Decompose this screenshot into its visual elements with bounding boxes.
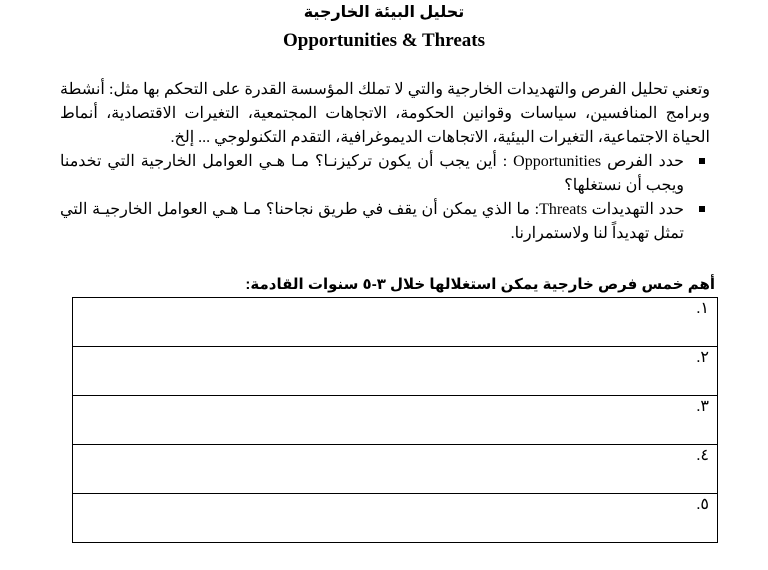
- table-row: [73, 298, 718, 347]
- answer-table: [72, 297, 718, 543]
- answer-cell-2[interactable]: ٢.: [73, 347, 718, 396]
- answer-cell-4[interactable]: ٤.: [73, 445, 718, 494]
- bullet-opportunities: [60, 150, 710, 198]
- bullet-text: حدد الفرص Opportunities : أين يجب أن يكون تركيزنـا؟ مـا هـي العوامل الخارجية التي تخدمنا ويجب أن نستغلها؟: [60, 153, 684, 194]
- intro-paragraph: وتعني تحليل الفرص والتهديدات الخارجية والتي لا تملك المؤسسة القدرة على التحكم بها مثل: أنشطة وبرامج المنافسين، سياسات وقوانين الحكومة، الاتجاهات المجتمعية، التغيرات الاقتصادية، أنماط الحياة الاجتماعية، التغيرات البيئية، الاتجاهات الديموغرافية، التقدم التكنولوجي ... إلخ.: [60, 81, 710, 146]
- title-arabic: تحليل البيئة الخارجية: [303, 4, 465, 21]
- answer-cell-5[interactable]: ٥.: [73, 494, 718, 543]
- square-bullet-icon: [699, 158, 705, 164]
- table-row: [73, 494, 718, 543]
- question-heading: أهم خمس فرص خارجية يمكن استغلالها خلال ٣-٥ سنوات القادمة:: [245, 276, 715, 293]
- bullet-text: حدد التهديدات Threats: ما الذي يمكن أن يقف في طريق نجاحنا؟ مـا هـي العوامل الخارجيـة التي تمثل تهديداً لنا ولاستمرارنا.: [60, 201, 684, 242]
- title-english: Opportunities & Threats: [283, 30, 485, 51]
- table-row: [73, 445, 718, 494]
- square-bullet-icon: [699, 206, 705, 212]
- answer-cell-3[interactable]: ٣.: [73, 396, 718, 445]
- bullet-threats: [60, 198, 710, 246]
- table-row: [73, 396, 718, 445]
- bullet-list: [60, 150, 710, 246]
- answer-cell-1[interactable]: ١.: [73, 298, 718, 347]
- table-row: [73, 347, 718, 396]
